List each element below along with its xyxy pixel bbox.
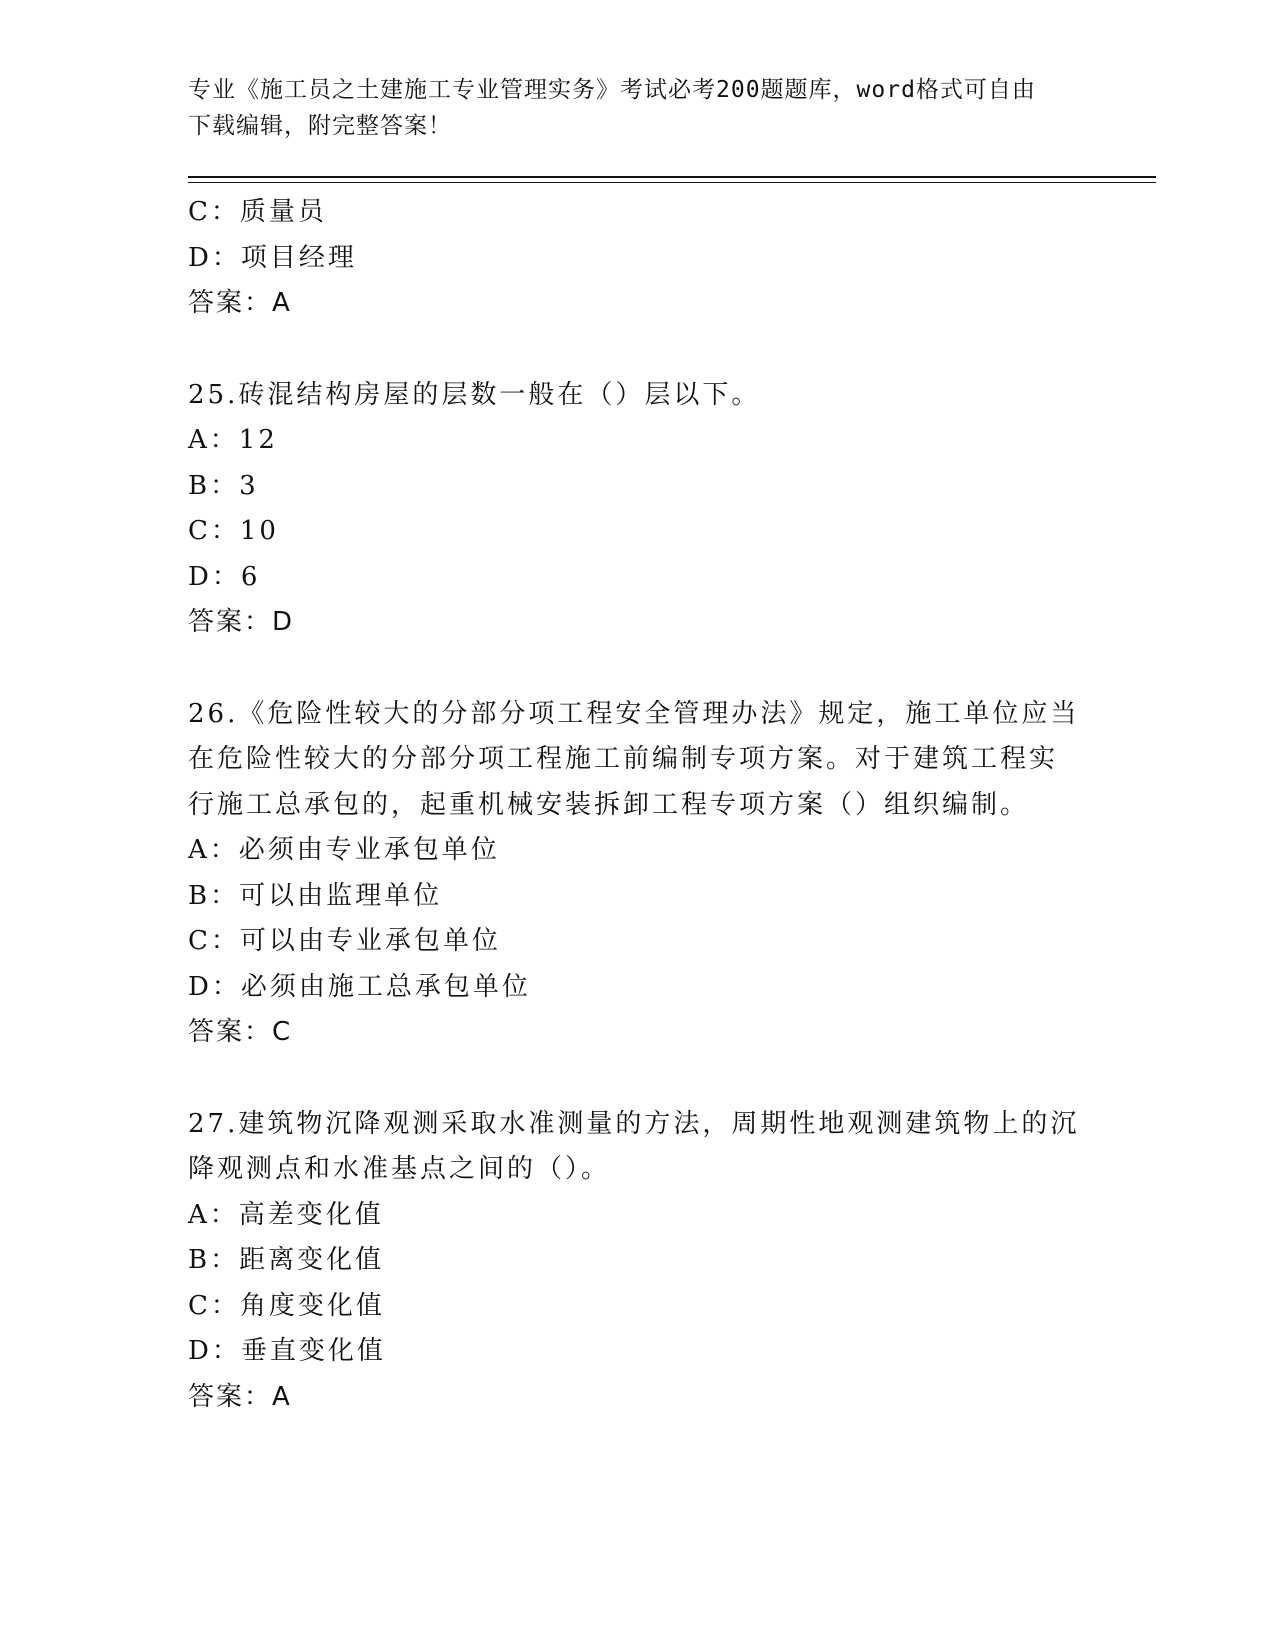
option-c: C：10 xyxy=(188,516,279,546)
option-d: D：必须由施工总承包单位 xyxy=(188,971,531,1002)
option-c: C：可以由专业承包单位 xyxy=(188,926,501,956)
answer-line: 答案：D xyxy=(188,607,295,637)
question-25 xyxy=(188,373,1088,646)
document-header xyxy=(188,72,1088,144)
option-a: A：高差变化值 xyxy=(188,1199,384,1230)
question-26 xyxy=(188,692,1088,1056)
question-text-line-2: 在危险性较大的分部分项工程施工前编制专项方案。对于建筑工程实 xyxy=(188,744,1059,774)
option-c: C：质量员 xyxy=(188,197,327,227)
option-c: C：角度变化值 xyxy=(188,1290,385,1321)
question-list xyxy=(188,190,1088,1420)
option-b: B：距离变化值 xyxy=(188,1245,385,1275)
question-text-line-1: 27.建筑物沉降观测采取水准测量的方法，周期性地观测建筑物上的沉 xyxy=(188,1108,1080,1139)
option-a: A：12 xyxy=(188,425,278,455)
answer-line: 答案：A xyxy=(188,288,292,318)
header-divider-thin xyxy=(188,182,1156,183)
spacer xyxy=(188,327,1088,373)
header-line-1: 专业《施工员之土建施工专业管理实务》考试必考200题题库，word格式可自由 xyxy=(188,77,1036,103)
spacer xyxy=(188,646,1088,692)
question-24-continued xyxy=(188,190,1088,327)
answer-line: 答案：A xyxy=(188,1381,292,1412)
option-d: D：6 xyxy=(188,561,261,592)
question-text: 25.砖混结构房屋的层数一般在（）层以下。 xyxy=(188,379,761,410)
question-text-line-1: 26.《危险性较大的分部分项工程安全管理办法》规定，施工单位应当 xyxy=(188,698,1080,729)
option-b: B：3 xyxy=(188,470,259,501)
question-text-line-2: 降观测点和水准基点之间的（）。 xyxy=(188,1154,611,1184)
question-text-line-3: 行施工总承包的，起重机械安装拆卸工程专项方案（）组织编制。 xyxy=(188,789,1030,820)
question-27 xyxy=(188,1102,1088,1421)
option-a: A：必须由专业承包单位 xyxy=(188,835,500,865)
header-line-2: 下载编辑，附完整答案！ xyxy=(188,113,452,139)
answer-line: 答案：C xyxy=(188,1017,293,1047)
option-d: D：垂直变化值 xyxy=(188,1336,386,1366)
option-b: B：可以由监理单位 xyxy=(188,880,443,911)
spacer xyxy=(188,1056,1088,1102)
header-divider-thick xyxy=(188,176,1156,178)
option-d: D：项目经理 xyxy=(188,242,357,273)
